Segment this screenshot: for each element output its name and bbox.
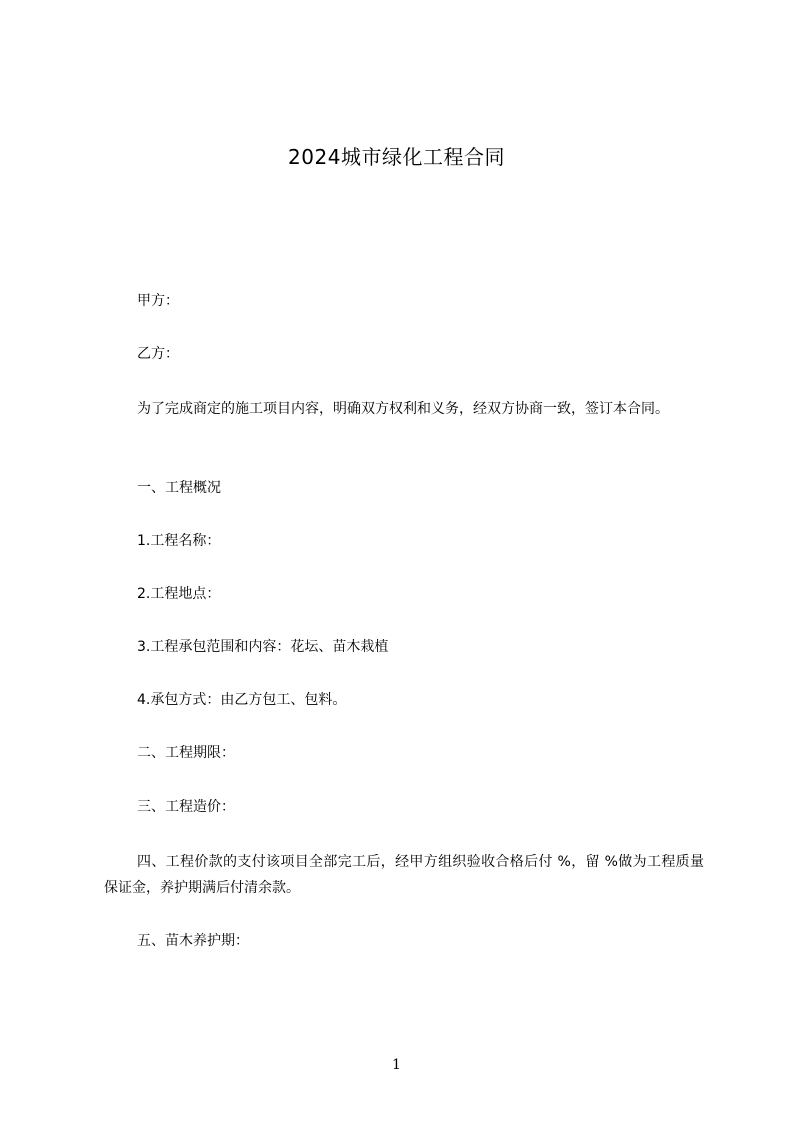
party-b-label: 乙方： [137,346,179,362]
item-project-location: 2.工程地点： [137,586,221,602]
section-heading-overview: 一、工程概况 [137,480,221,496]
section-heading-maintenance: 五、苗木养护期： [137,933,249,949]
payment-paragraph: 四、工程价款的支付该项目全部完工后，经甲方组织验收合格后付 %，留 %做为工程质量保证金，养护期满后付清余款。 [104,854,704,896]
party-a-label: 甲方： [137,293,179,309]
item-project-scope: 3.工程承包范围和内容：花坛、苗木栽植 [137,639,389,655]
section-heading-duration: 二、工程期限： [137,745,235,761]
document-title: 2024城市绿化工程合同 [288,145,505,169]
item-project-name: 1.工程名称： [137,533,221,549]
intro-paragraph: 为了完成商定的施工项目内容，明确双方权利和义务，经双方协商一致，签订本合同。 [137,401,669,417]
page-number: 1 [392,1057,401,1073]
section-heading-cost: 三、工程造价： [137,799,235,815]
item-contract-method: 4.承包方式：由乙方包工、包料。 [137,692,347,708]
